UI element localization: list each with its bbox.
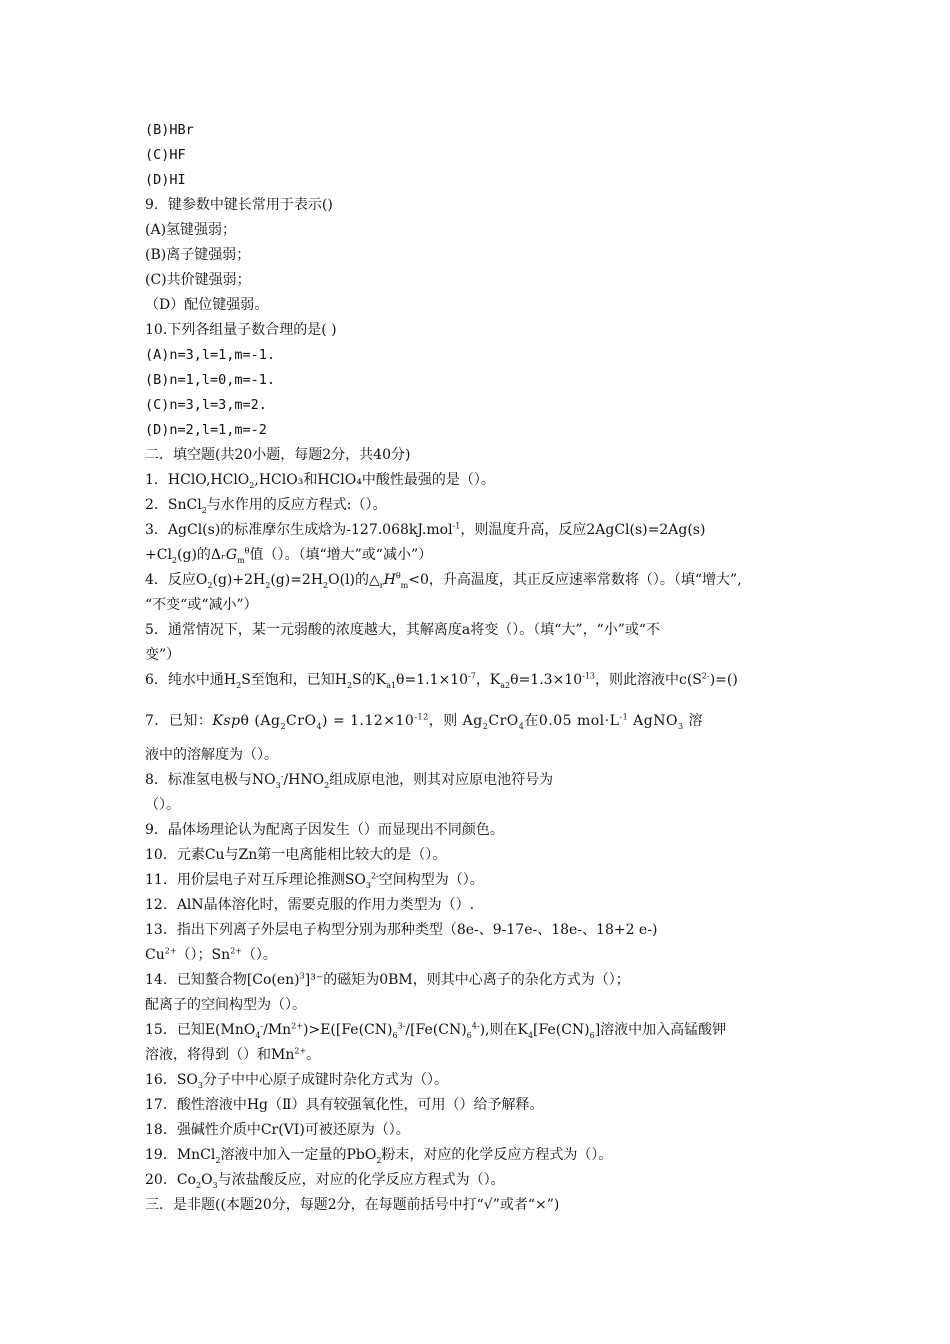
question-9-option-d: （D）配位键强弱。 [145,297,269,313]
fill-4-line-1: 4．反应$O_2(g)+2H_2(g)=2H_2O(l)$的$\triangle_rH^\theta_m<0$，升高温度，其正反应速率常数将（）。（填“增大”, [145,571,742,590]
fill-6: 6．纯水中通$H_2S$至饱和，已知$H_2S$的$K_{a1}\theta=1.1\times 10^{-7}$，$K_{a2}\theta=1.3\times 10^{-13}$，则此溶液中$c(S^{2-})=()$ [145,671,738,690]
fill-1: 1．HClO,HClO$_2$,HClO₃和HClO₄中酸性最强的是（）。 [145,472,495,490]
section-2-heading: 二．填空题(共20小题，每题2分，共40分) [145,447,411,463]
fill-7-line-2: 液中的溶解度为（）。 [145,747,278,763]
fill-5-line-1: 5．通常情况下，某一元弱酸的浓度越大，其解离度a将变（）。（填“大”，“小”或“不 [145,622,661,638]
fill-15-line-2: 溶液，将得到（）和$Mn^{2+}$。 [145,1046,321,1063]
fill-4-line-2: “不变“或“减小”） [145,597,258,613]
question-10: 10.下列各组量子数合理的是( ) [145,322,337,338]
fill-16: 16．$SO_3$分子中中心原子成键时杂化方式为（）。 [145,1072,448,1090]
fill-5-line-2: 变”） [145,647,181,663]
fill-18: 18．强碱性介质中Cr(VI)可被还原为（）。 [145,1122,410,1138]
fill-7-line-1: 7．已知：Kspθ $(Ag_2CrO_4) = 1.12\times 10^{-12}$，则 $Ag_2CrO_4$在0.05 $mol\cdot L^{-1}$ AgNO$_3$ 溶 [145,712,703,731]
fill-20: 20．$Co_2O_3$与浓盐酸反应，对应的化学反应方程式为（）。 [145,1172,505,1190]
fill-13-line-2: $Cu^{2+}()$；$Sn^{2+}()$。 [145,946,277,963]
fill-19: 19．MnCl$_2$溶液中加入一定量的PbO$_2$粉末，对应的化学反应方程式为（）。 [145,1147,613,1165]
question-10-option-a: (A)n=3,l=1,m=-1. [145,347,276,363]
fill-8-line-1: 8．标准氢电极与$NO_3^-/HNO_2$组成原电池，则其对应原电池符号为 [145,771,554,790]
fill-9: 9．晶体场理论认为配离子因发生（）而显现出不同颜色。 [145,822,504,838]
fill-11: 11．用价层电子对互斥理论推测$SO_3^{2-}$空间构型为（）。 [145,871,484,890]
fill-3-line-2: $+Cl_2(g)$的ΔᵣG$_m^\theta$值（）。（填“增大”或“减小”） [145,546,433,565]
fill-14-line-2: 配离子的空间构型为（）。 [145,997,306,1013]
question-9-option-c: (C)共价键强弱； [145,272,251,288]
question-9-option-a: (A)氢键强弱； [145,222,237,238]
option-9-c: (C)HF [145,147,186,163]
question-10-option-c: (C)n=3,l=3,m=2. [145,397,267,413]
fill-2: 2．SnCl$_2$与水作用的反应方程式:（）。 [145,497,387,515]
fill-14-line-1: 14．已知螯合物[Co(en)$^3$]³⁻的磁矩为0BM，则其中心离子的杂化方式为（）； [145,971,630,988]
option-9-d: (D)HI [145,172,186,188]
question-9: 9．键参数中键长常用于表示() [145,197,333,213]
section-3-heading: 三．是非题((本题20分，每题2分，在每题前括号中打“√”或者“×”) [145,1197,560,1213]
question-10-option-d: (D)n=2,l=1,m=-2 [145,422,267,438]
question-9-option-b: (B)离子键强弱； [145,247,251,263]
fill-12: 12．AlN晶体溶化时，需要克服的作用力类型为（）. [145,897,475,913]
question-10-option-b: (B)n=1,l=0,m=-1. [145,372,276,388]
fill-17: 17．酸性溶液中Hg（Ⅱ）具有较强氧化性，可用（）给予解释。 [145,1097,544,1113]
fill-8-line-2: （）。 [145,797,180,813]
fill-10: 10．元素Cu与Zn第一电离能相比较大的是（）。 [145,847,447,863]
fill-15-line-1: 15．已知$E(MnO_4^-/Mn^{2+})>E([Fe(CN)_6^{3-}/[Fe(CN)_6^{4-})$,则在$K_4[Fe(CN)_6]$溶液中加入高锰酸钾 [145,1021,727,1040]
option-9-b: (B)HBr [145,122,194,138]
fill-13-line-1: 13．指出下列离子外层电子构型分别为那种类型（8e-、9-17e-、18e-、18+2 e-) [145,922,658,938]
fill-3-line-1: 3．AgCl(s)的标准摩尔生成焓为-127.068kJ.mol$^{-1}$，则温度升高，反应2AgCl(s)=2Ag(s) [145,521,706,538]
